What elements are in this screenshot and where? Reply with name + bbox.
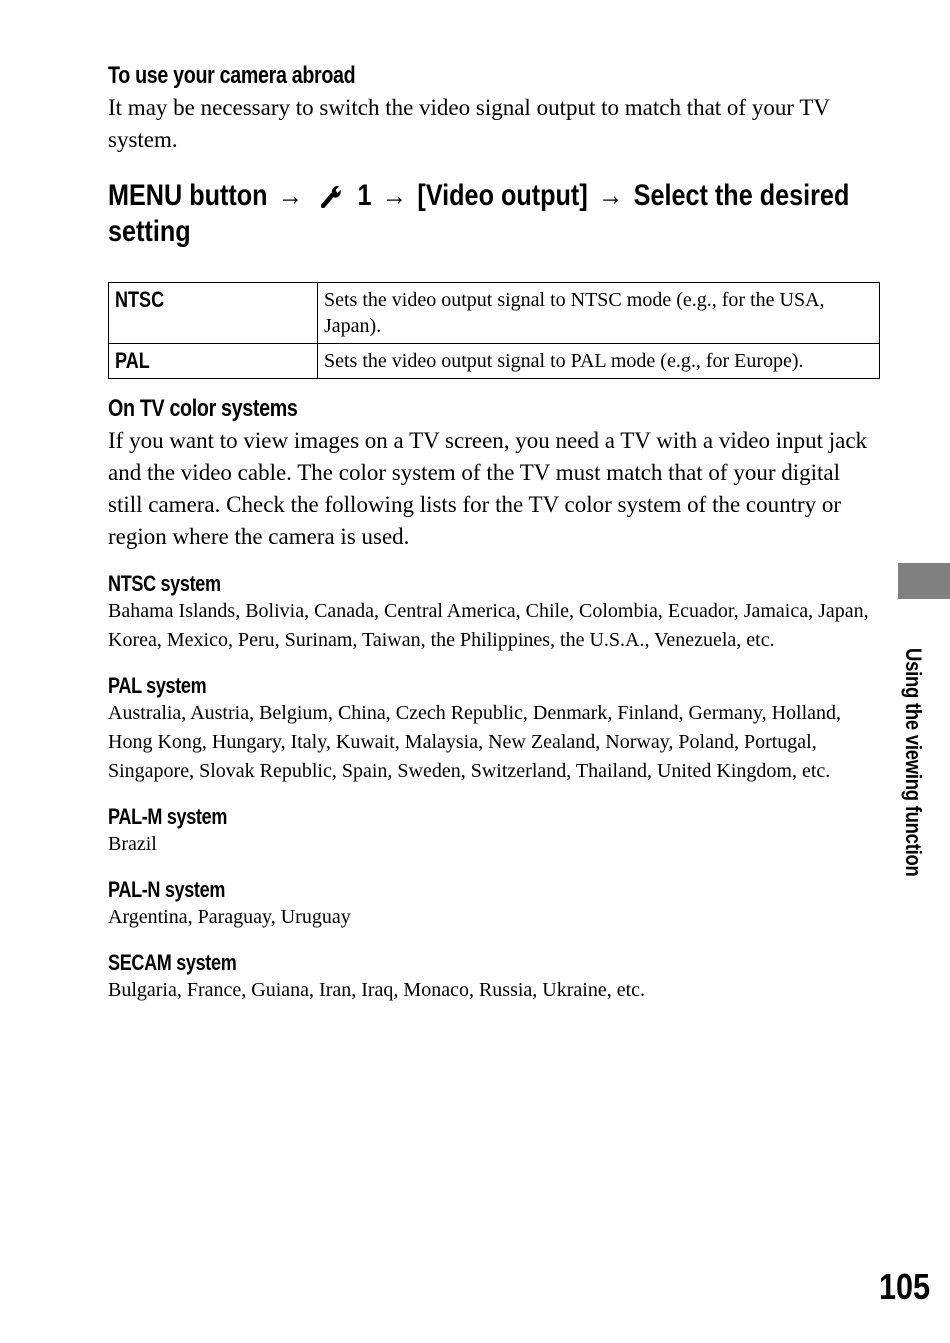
system-name: NTSC system (108, 571, 221, 596)
system-name: PAL-M system (108, 804, 228, 829)
arrow-icon: → (277, 179, 304, 212)
section-tv-color-systems (108, 395, 880, 553)
video-output-item: [Video output] (417, 179, 588, 212)
option-name: NTSC (115, 287, 165, 312)
system-secam (108, 950, 880, 1005)
option-description: Sets the video output signal to NTSC mode (e.g., for the USA, Japan). (318, 283, 880, 344)
chapter-side-label (896, 618, 928, 898)
option-name: PAL (115, 348, 150, 373)
system-countries: Bulgaria, France, Guiana, Iran, Iraq, Monaco, Russia, Ukraine, etc. (108, 979, 646, 1001)
system-ntsc (108, 571, 880, 655)
video-output-table (108, 282, 880, 379)
page-number: 105 (878, 1266, 930, 1307)
chapter-tab-marker (898, 563, 950, 599)
system-name: SECAM system (108, 950, 237, 975)
system-countries: Argentina, Paraguay, Uruguay (108, 906, 351, 928)
system-pal-n (108, 877, 880, 932)
section-text: It may be necessary to switch the video signal output to match that of your TV system. (108, 95, 830, 152)
section-heading: To use your camera abroad (108, 62, 356, 89)
section-text: If you want to view images on a TV screen, you need a TV with a video input jack and the video cable. The color system of the TV must match that of your digital still camera. Check the following lists for the TV color system of the country or region where the camera is used. (108, 428, 868, 549)
option-description: Sets the video output signal to PAL mode (e.g., for Europe). (318, 344, 880, 379)
section-heading: On TV color systems (108, 395, 298, 422)
page-content (108, 62, 880, 1005)
system-pal (108, 673, 880, 786)
section-camera-abroad (108, 62, 880, 156)
system-countries: Bahama Islands, Bolivia, Canada, Central America, Chile, Colombia, Ecuador, Jamaica, Japan, Korea, Mexico, Peru, Surinam, Taiwan, the Philippines, the U.S.A., Venezuela, etc. (108, 600, 869, 651)
system-countries: Australia, Austria, Belgium, China, Czech Republic, Denmark, Finland, Germany, Holland, Hong Kong, Hungary, Italy, Kuwait, Malaysia, New Zealand, Norway, Poland, Portugal, Singapore, Slovak Republic, Spain, Sweden, Switzerland, Thailand, United Kingdom, etc. (108, 702, 841, 782)
system-countries: Brazil (108, 833, 157, 855)
table-row (109, 283, 880, 344)
arrow-icon: → (381, 179, 408, 212)
arrow-icon: → (598, 179, 624, 212)
select-setting-text: Select the desired setting (108, 179, 850, 248)
menu-button-label: MENU button (108, 179, 268, 212)
setup-tab-number: 1 (357, 179, 372, 212)
wrench-icon (320, 181, 344, 207)
system-name: PAL system (108, 673, 207, 698)
menu-path (108, 178, 864, 250)
system-pal-m (108, 804, 880, 859)
system-name: PAL-N system (108, 877, 226, 902)
table-row (109, 344, 880, 379)
chapter-label-text: Using the viewing function (901, 648, 926, 877)
